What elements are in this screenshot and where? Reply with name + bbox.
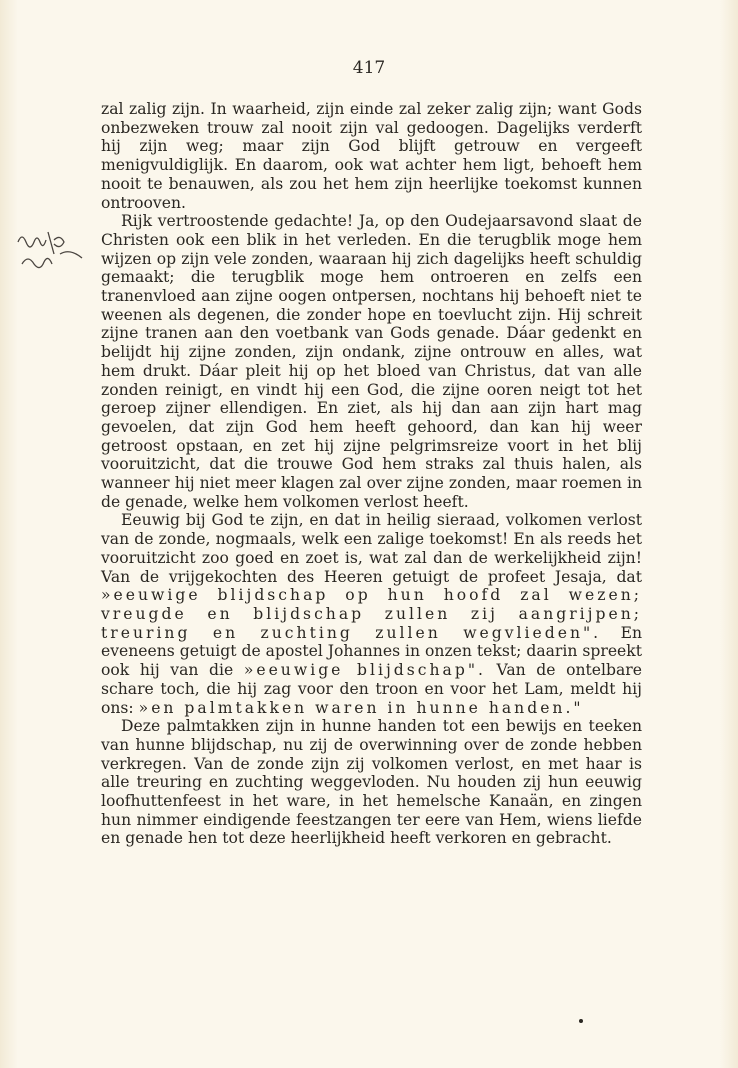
paragraph-3 xyxy=(101,511,642,717)
quote-jesaja: »eeuwige blijdschap op hun hoofd zal wezen; vreugde en blijdschap zullen zij aangrijpen; treuring en zuchting zullen wegvlieden". xyxy=(101,586,642,642)
paragraph-3-part-b: En eveneens getuigt de apostel Johannes in onzen tekst; daarin spreekt ook hij van die xyxy=(101,623,642,680)
handwriting-icon xyxy=(14,228,94,276)
paragraph-4: Deze palmtakken zijn in hunne handen tot een bewijs en teeken van hunne blijdschap, nu zij de overwinning over de zonde hebben verkregen. Van de zonde zijn zij volkomen verlost, en met haar is alle treuring en zuchting weggevloden. Nu houden zij hun eeuwig loofhuttenfeest in het ware, in het hemelsche Kanaän, en zingen hun nimmer eindigende feestzangen ter eere van Hem, wiens liefde en genade hen tot deze heerlijkheid heeft verkoren en gebracht. xyxy=(101,717,642,848)
paragraph-2: Rijk vertroostende gedachte! Ja, op den Oudejaarsavond slaat de Christen ook een blik in het verleden. En die terugblik moge hem wijzen op zijn vele zonden, waaraan hij zich dagelijks heeft schuldig gemaakt; die terugblik moge hem ontroeren en zelfs een tranenvloed aan zijne oogen ontpersen, nochtans hij behoeft niet te weenen als degenen, die zonder hope en toevlucht zijn. Hij schreit zijne tranen aan den voetbank van Gods genade. Dáar gedenkt en belijdt hij zijne zonden, zijn ondank, zijne ontrouw en alles, wat hem drukt. Dáar pleit hij op het bloed van Christus, dat van alle zonden reinigt, en vindt hij een God, die zijne ooren neigt tot het geroep zijner ellendigen. En ziet, als hij dan aan zijn hart mag gevoelen, dat zijn God hem heeft gehoord, dan kan hij weer getroost opstaan, en zet hij zijne pelgrimsreize voort in het blij vooruitzicht, dat die trouwe God hem straks zal thuis halen, als wanneer hij niet meer klagen zal over zijne zonden, maar roemen in de genade, welke hem volkomen verlost heeft. xyxy=(101,212,642,511)
ink-mark xyxy=(579,1019,583,1023)
quote-blijdschap: »eeuwige blijdschap". xyxy=(243,661,486,680)
paragraph-3-part-a: Eeuwig bij God te zijn, en dat in heilig sieraad, volkomen verlost van de zonde, nogmaals, welk een zalige toekomst! En als reeds het vooruitzicht zoo goed en zoet is, wat zal dan de werkelijkheid zijn! Van de vrijgekochten des Heeren getuigt de profeet Jesaja, dat xyxy=(101,511,642,586)
paragraph-3-part-c: Van de ontelbare schare toch, die hij zag voor den troon en voor het Lam, meldt hij ons: xyxy=(101,661,642,717)
page-edge-right xyxy=(720,0,738,1068)
quote-palmtakken: »en palmtakken waren in hunne handen." xyxy=(138,698,584,717)
page-number: 417 xyxy=(352,58,386,78)
page-edge-left xyxy=(0,0,18,1068)
body-text xyxy=(101,100,642,848)
paragraph-1: zal zalig zijn. In waarheid, zijn einde zal zeker zalig zijn; want Gods onbezweken trouw zal nooit zijn val gedoogen. Dagelijks verderft hij zijn weg; maar zijn God blijft getrouw en vergeeft menigvuldiglijk. En daarom, ook wat achter hem ligt, behoeft hem nooit te benauwen, als zou het hem zijn heerlijke toekomst kunnen ontrooven. xyxy=(101,100,642,212)
handwritten-margin-note xyxy=(14,228,94,276)
